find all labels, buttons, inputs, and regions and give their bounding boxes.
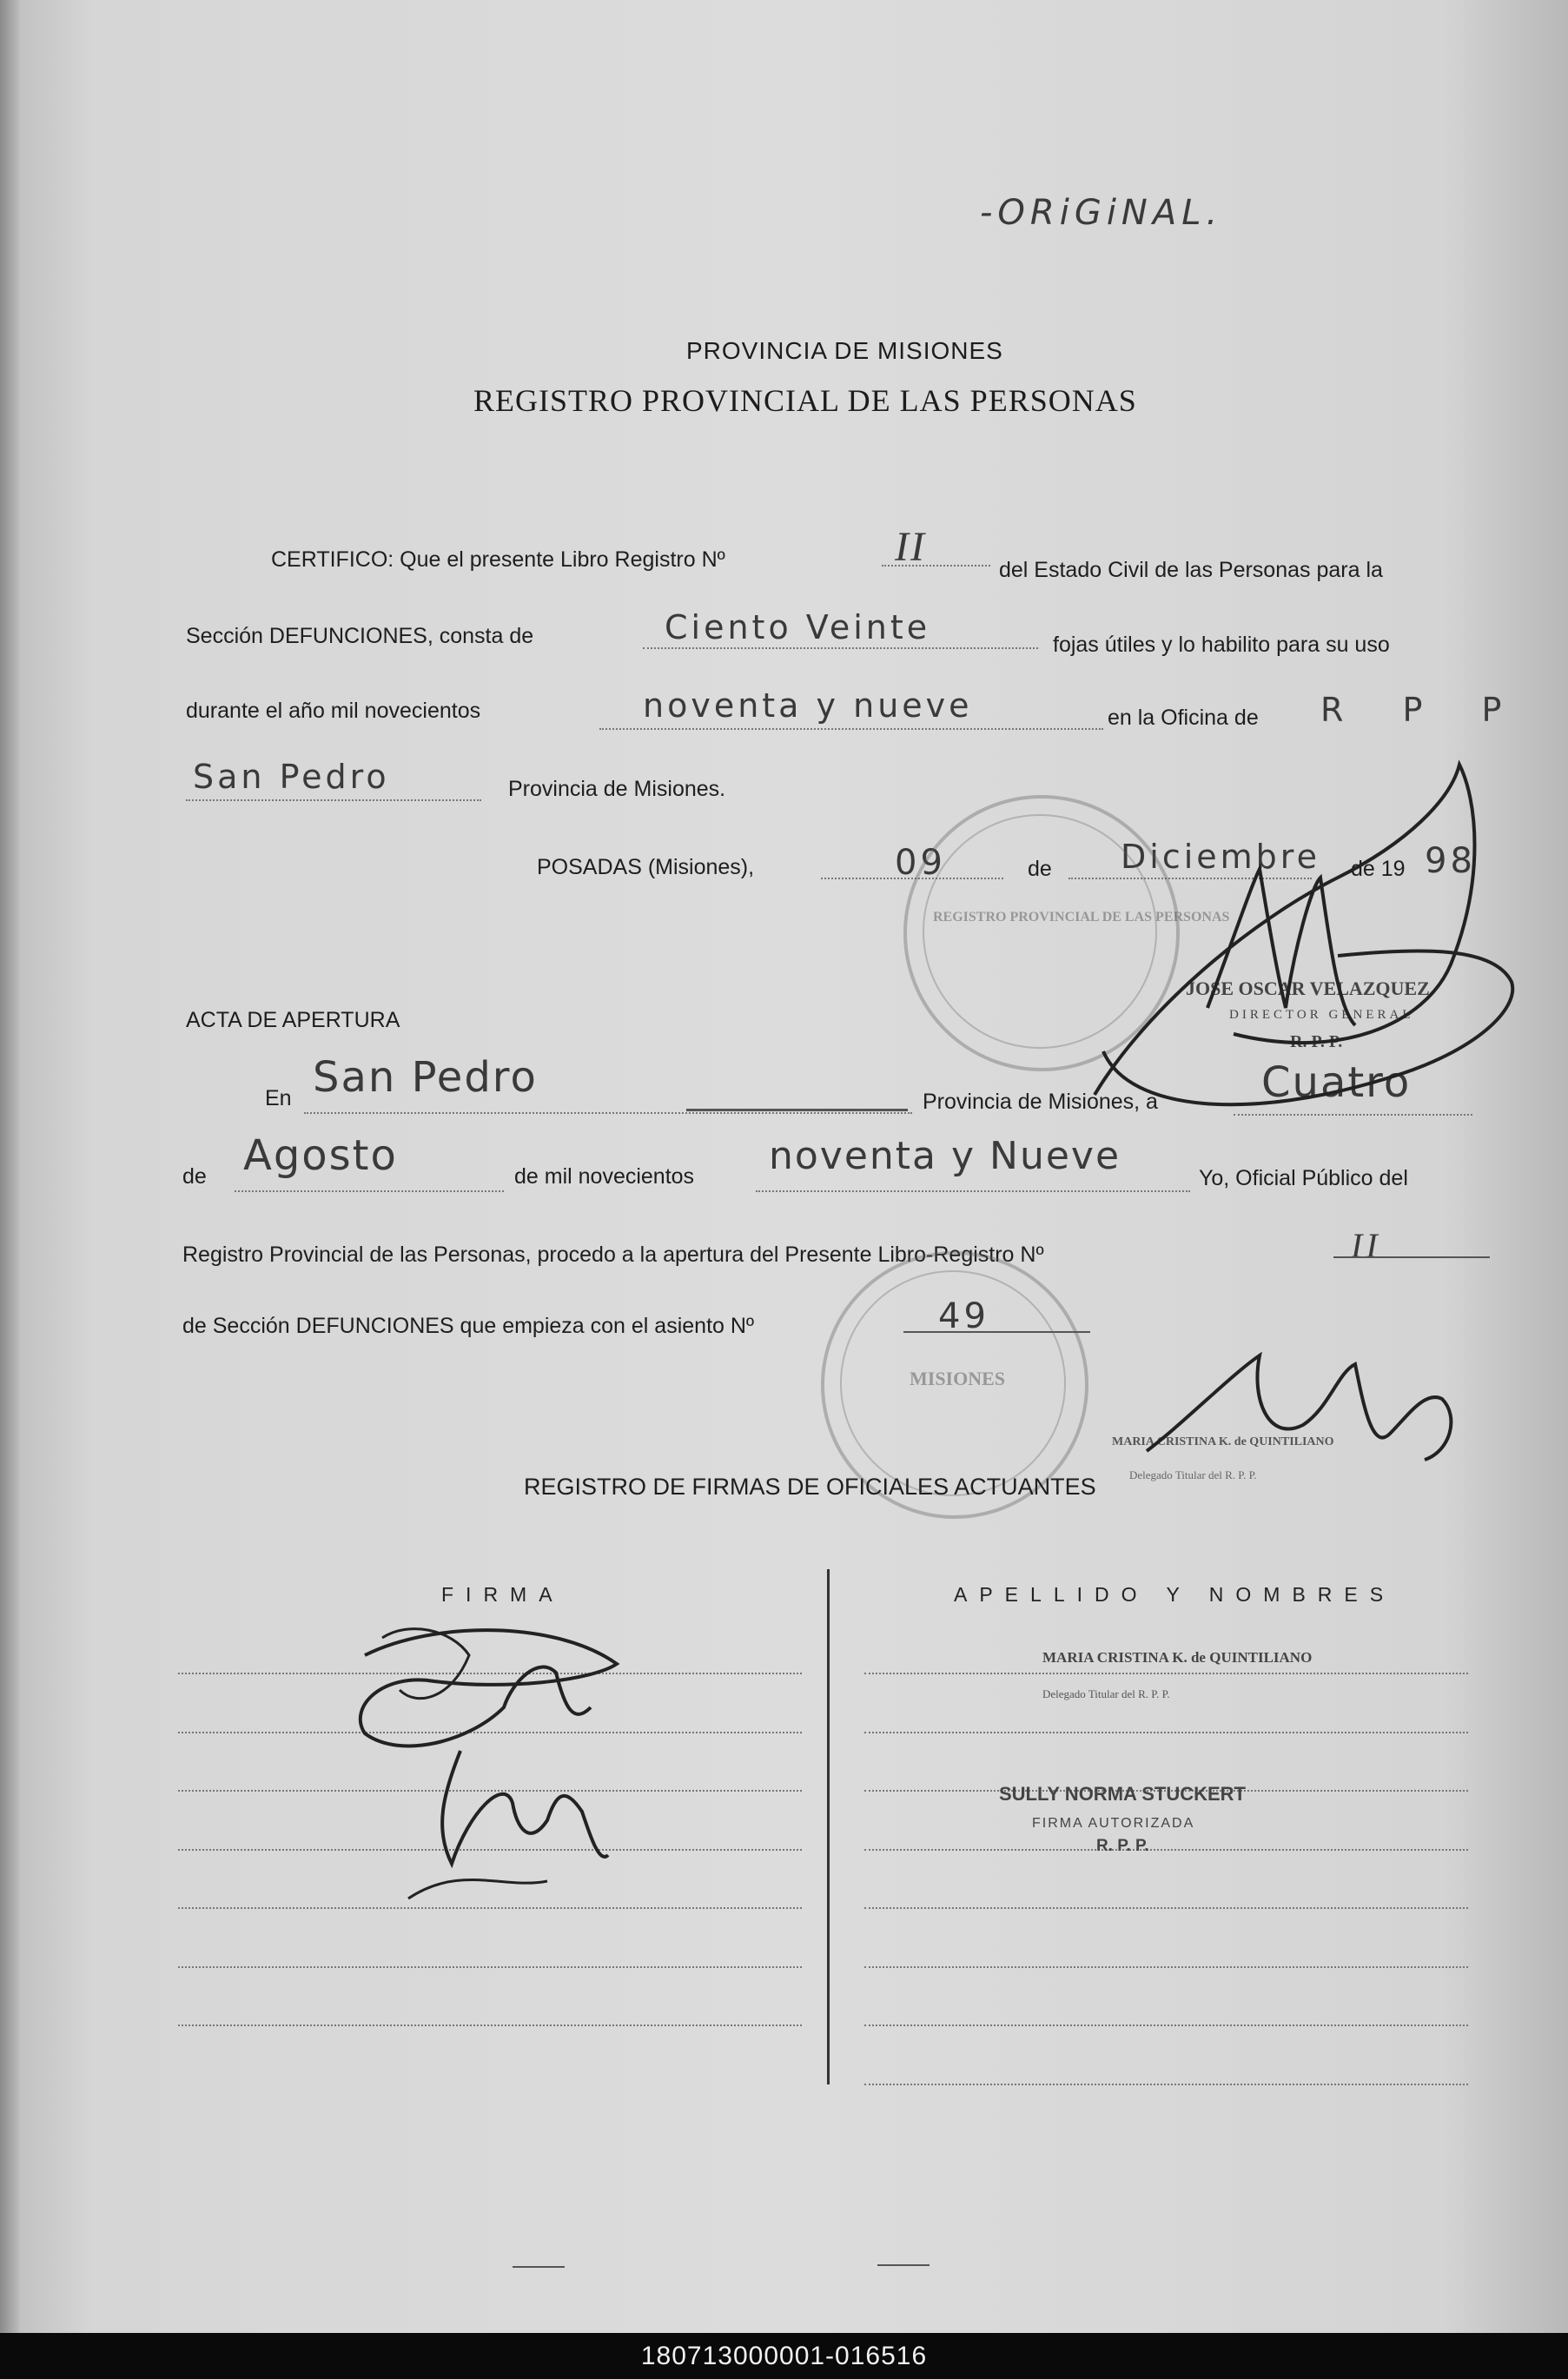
cert-place-hand: San Pedro	[193, 758, 390, 796]
cert-line2-b: fojas útiles y lo habilito para su uso	[1053, 633, 1390, 657]
cert-year-hand: noventa y nueve	[643, 686, 973, 725]
acta-province: Provincia de Misiones, a	[923, 1090, 1158, 1114]
name-row-line	[864, 2024, 1468, 2026]
cert-line2-a: Sección DEFUNCIONES, consta de	[186, 624, 534, 648]
name-row-line	[864, 1732, 1468, 1733]
cert-line1-b: del Estado Civil de las Personas para la	[999, 558, 1383, 582]
acta-month-hand: Agosto	[243, 1131, 398, 1180]
cert-de: de	[1028, 857, 1052, 881]
name-row-line	[864, 1966, 1468, 1968]
acta-mil: de mil novecientos	[514, 1164, 695, 1189]
director-org-stamp: R. P. P.	[1290, 1032, 1343, 1051]
seal-text-2: MISIONES	[910, 1368, 1006, 1389]
acta-title: ACTA DE APERTURA	[186, 1008, 400, 1032]
seal-text: REGISTRO PROVINCIAL DE LAS PERSONAS	[933, 910, 1230, 924]
dotted-line	[304, 1112, 912, 1114]
cert-city: POSADAS (Misiones),	[537, 855, 755, 879]
name-row-line	[864, 1673, 1468, 1674]
entry2-role-stamp: FIRMA AUTORIZADA	[1032, 1816, 1195, 1831]
column-divider	[827, 1569, 830, 2084]
cert-line3-b: en la Oficina de	[1108, 706, 1259, 730]
name-row-line	[864, 1907, 1468, 1909]
acta-day-hand: Cuatro	[1261, 1058, 1412, 1107]
entry2-org-stamp: R. P. P.	[1096, 1837, 1149, 1855]
delegate-role-stamp: Delegado Titular del R. P. P.	[1129, 1468, 1257, 1481]
entry1-name-stamp: MARIA CRISTINA K. de QUINTILIANO	[1042, 1649, 1313, 1666]
dotted-line	[882, 565, 990, 567]
cert-year-hand-2: 98	[1425, 841, 1476, 881]
acta-place-hand: San Pedro	[313, 1053, 538, 1102]
dotted-line	[643, 647, 1038, 649]
name-row-line	[864, 1849, 1468, 1851]
name-row-line	[864, 2084, 1468, 2085]
acta-year-hand: noventa y Nueve	[769, 1134, 1121, 1178]
acta-line4: de Sección DEFUNCIONES que empieza con el asiento Nº	[182, 1314, 755, 1338]
cert-line4-b: Provincia de Misiones.	[508, 777, 726, 801]
cert-line1-a: CERTIFICO: Que el presente Libro Registro Nº	[271, 547, 725, 572]
cert-office-hand: R P P	[1320, 691, 1526, 729]
mark-dash	[513, 2266, 565, 2268]
acta-en: En	[265, 1086, 292, 1110]
province-heading: PROVINCIA DE MISIONES	[686, 337, 1003, 364]
director-signature	[1077, 747, 1529, 1156]
signature-row-line	[178, 1966, 802, 1968]
dotted-line	[599, 728, 1103, 730]
cert-book-number: II	[895, 524, 926, 570]
entry1-role-stamp: Delegado Titular del R. P. P.	[1042, 1687, 1170, 1700]
delegate-signature	[1129, 1321, 1477, 1494]
director-role-stamp: DIRECTOR GENERAL	[1229, 1008, 1414, 1022]
acta-line3: Registro Provincial de las Personas, procedo a la apertura del Presente Libro-Registro Nº	[182, 1243, 1044, 1267]
original-annotation: -ORiGiNAL.	[980, 193, 1223, 233]
delegate-name-stamp: MARIA CRISTINA K. de QUINTILIANO	[1112, 1435, 1334, 1448]
director-name-stamp: JOSE OSCAR VELAZQUEZ	[1186, 977, 1430, 999]
acta-yo: Yo, Oficial Público del	[1199, 1166, 1408, 1190]
col-signature-header: FIRMA	[441, 1583, 565, 1606]
cert-de-year: de 19	[1351, 857, 1406, 881]
dotted-line	[756, 1190, 1190, 1192]
col-names-header: APELLIDO Y NOMBRES	[954, 1583, 1396, 1606]
dotted-line	[186, 799, 481, 801]
acta-entry-hand: 49	[938, 1296, 989, 1336]
hand-underline	[686, 1109, 908, 1111]
entry2-name-stamp: SULLY NORMA STUCKERT	[999, 1783, 1246, 1805]
cert-line3-a: durante el año mil novecientos	[186, 699, 481, 723]
acta-book-hand: II	[1351, 1226, 1381, 1265]
dotted-line	[235, 1190, 504, 1192]
underline	[1333, 1256, 1490, 1258]
cert-pages-hand: Ciento Veinte	[665, 608, 931, 646]
official-signatures	[330, 1603, 643, 1916]
signature-row-line	[178, 2024, 802, 2026]
acta-de: de	[182, 1164, 207, 1189]
cert-day-hand: 09	[895, 843, 946, 883]
mark-dash	[877, 2264, 930, 2266]
registry-heading: REGISTRO PROVINCIAL DE LAS PERSONAS	[473, 383, 1137, 418]
document-id-footer: 180713000001-016516	[0, 2333, 1568, 2379]
signatures-title: REGISTRO DE FIRMAS DE OFICIALES ACTUANTES	[524, 1474, 1096, 1500]
cert-month-hand: Diciembre	[1121, 838, 1320, 876]
